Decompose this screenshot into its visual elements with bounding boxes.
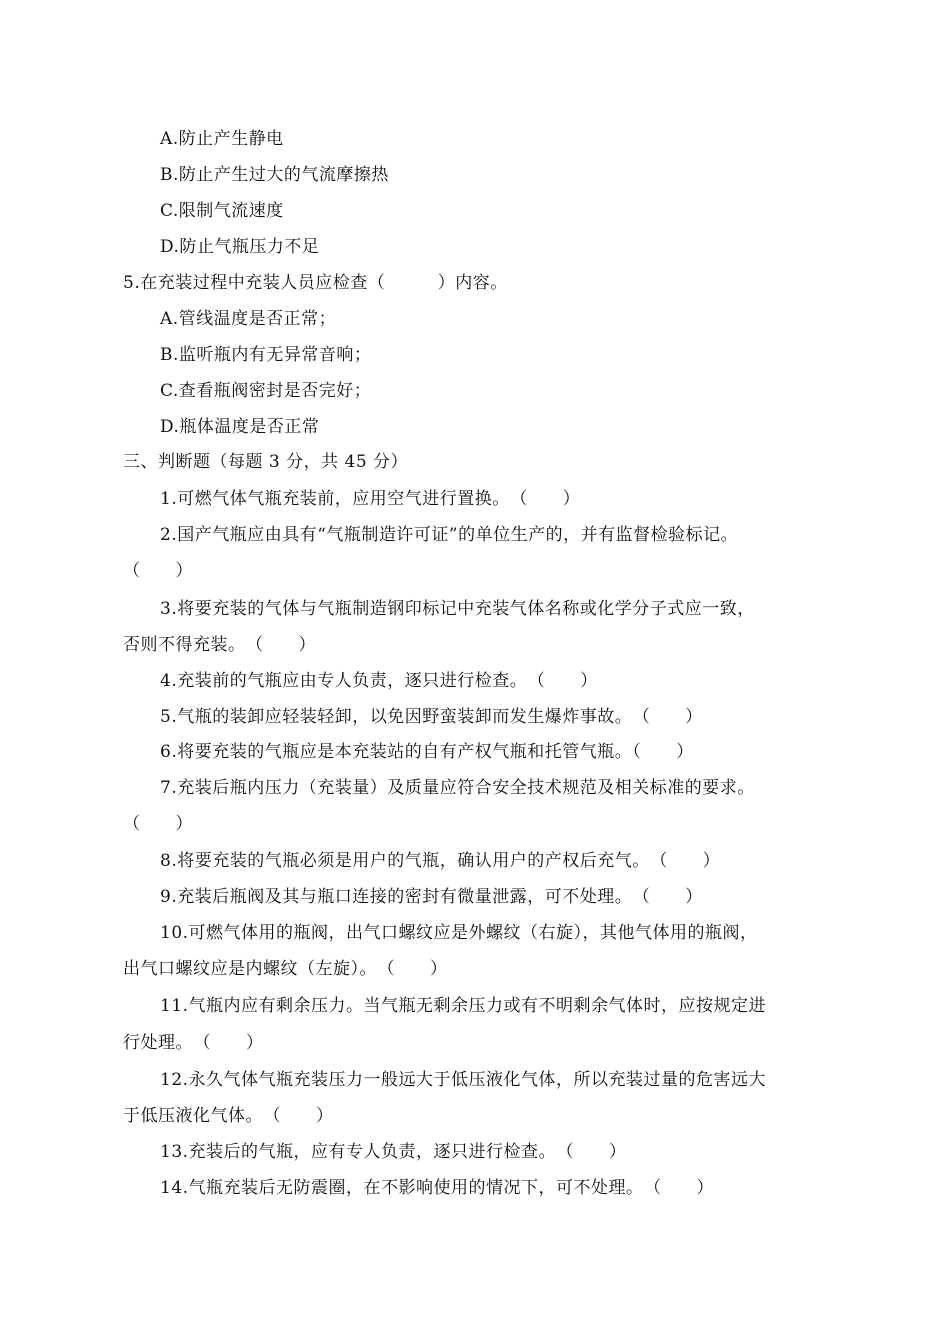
q4-option-b: B.防止产生过大的气流摩擦热	[160, 165, 389, 185]
tf-item-8: 8.将要充装的气瓶必须是用户的气瓶，确认用户的产权后充气。 （ ）	[160, 851, 721, 871]
tf-item-4: 4.充装前的气瓶应由专人负责，逐只进行检查。 （ ）	[160, 671, 598, 691]
tf-item-2: 2.国产气瓶应由具有“气瓶制造许可证”的单位生产的，并有监督检验标记。	[160, 525, 739, 545]
tf-item-11-cont: 行处理。 （ ）	[123, 1033, 264, 1053]
tf-item-5: 5.气瓶的装卸应轻装轻卸，以免因野蛮装卸而发生爆炸事故。 （ ）	[160, 707, 703, 727]
tf-item-2-cont: （ ）	[123, 561, 193, 581]
q5-option-c: C.查看瓶阀密封是否完好；	[160, 381, 372, 401]
tf-item-1: 1.可燃气体气瓶充装前，应用空气进行置换。 （ ）	[160, 489, 581, 509]
q5-option-a: A.管线温度是否正常；	[160, 309, 337, 329]
q4-option-c: C.限制气流速度	[160, 201, 284, 221]
q5-option-d: D.瓶体温度是否正常	[160, 417, 320, 437]
section-title: 三、判断题（每题 3 分，共 45 分）	[123, 452, 409, 472]
tf-item-3-cont: 否则不得充装。 （ ）	[123, 635, 316, 655]
q5-question: 5.在充装过程中充装人员应检查（ ）内容。	[123, 273, 508, 293]
tf-item-12: 12.永久气体气瓶充装压力一般远大于低压液化气体，所以充装过量的危害远大	[160, 1070, 767, 1090]
tf-item-12-cont: 于低压液化气体。 （ ）	[123, 1106, 334, 1126]
tf-item-13: 13.充装后的气瓶，应有专人负责，逐只进行检查。 （ ）	[160, 1142, 627, 1162]
tf-item-10: 10.可燃气体用的瓶阀，出气口螺纹应是外螺纹（右旋），其他气体用的瓶阀，	[160, 923, 758, 943]
tf-item-9: 9.充装后瓶阀及其与瓶口连接的密封有微量泄露，可不处理。 （ ）	[160, 887, 703, 907]
tf-item-3: 3.将要充装的气体与气瓶制造钢印标记中充装气体名称或化学分子式应一致，	[160, 599, 755, 619]
tf-item-7: 7.充装后瓶内压力（充装量）及质量应符合安全技术规范及相关标准的要求。	[160, 778, 755, 798]
tf-item-6: 6.将要充装的气瓶应是本充装站的自有产权气瓶和托管气瓶。（ ）	[160, 742, 694, 762]
q4-option-a: A.防止产生静电	[160, 129, 284, 149]
tf-item-10-cont: 出气口螺纹应是内螺纹（左旋）。 （ ）	[123, 959, 448, 979]
tf-item-7-cont: （ ）	[123, 814, 193, 834]
tf-item-11: 11.气瓶内应有剩余压力。当气瓶无剩余压力或有不明剩余气体时，应按规定进	[160, 996, 767, 1016]
tf-item-14: 14.气瓶充装后无防震圈，在不影响使用的情况下，可不处理。 （ ）	[160, 1178, 715, 1198]
q4-option-d: D.防止气瓶压力不足	[160, 237, 320, 257]
q5-option-b: B.监听瓶内有无异常音响；	[160, 345, 372, 365]
